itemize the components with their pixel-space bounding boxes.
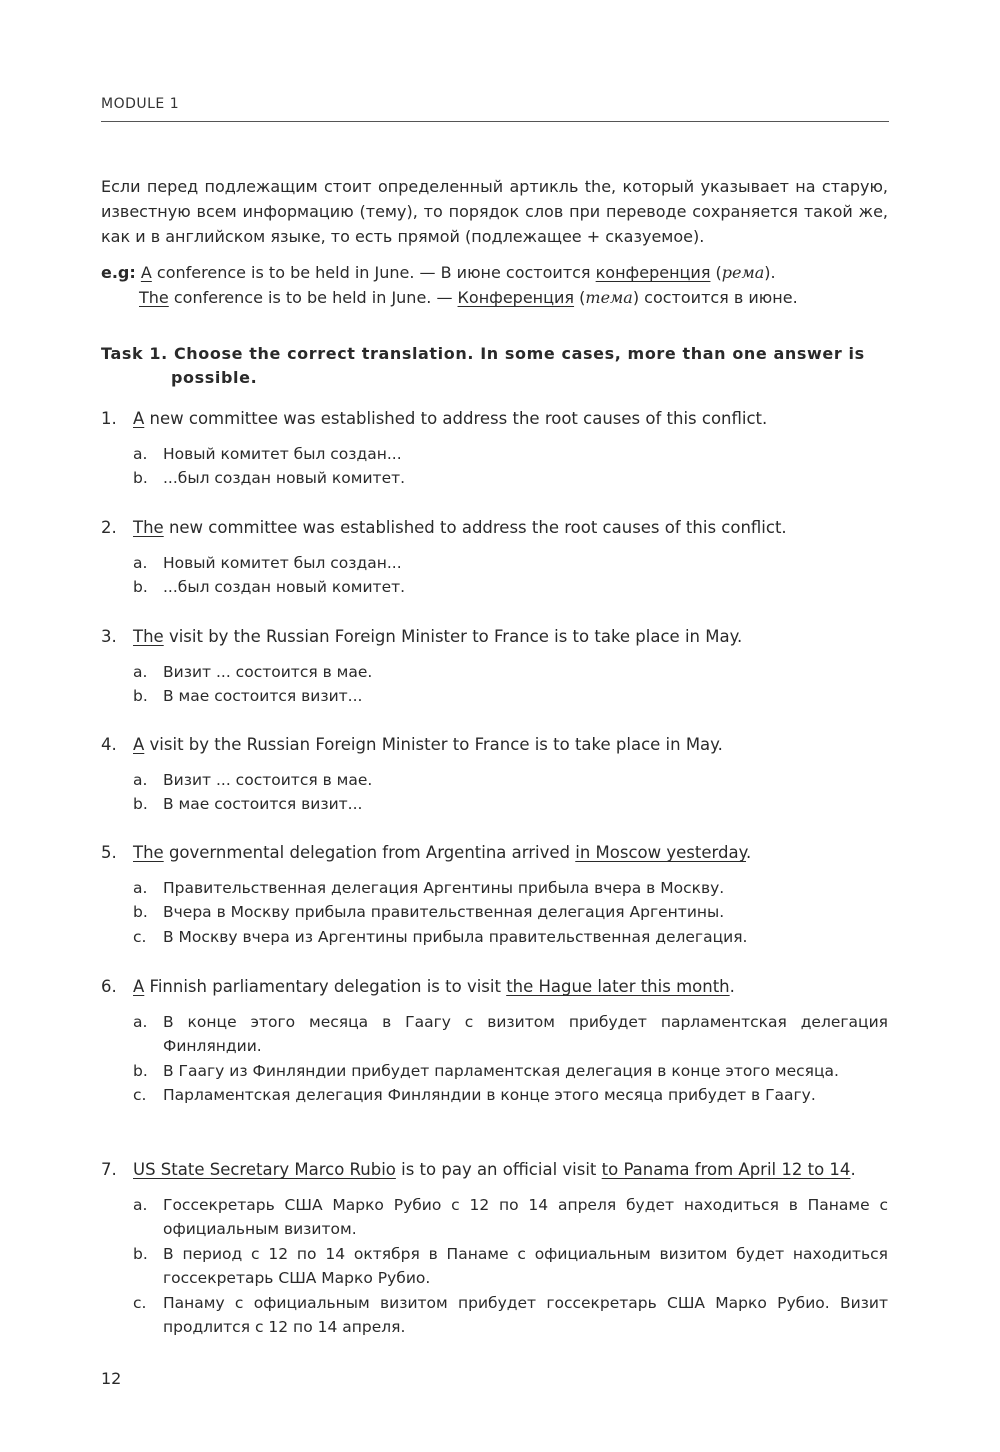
option-text: Панаму с официальным визитом прибудет госсекретарь США Марко Рубио. Визит продлится с 12 по 14 апреля. (163, 1293, 888, 1336)
question-stem (101, 841, 888, 866)
underlined-word: конференция (595, 263, 711, 282)
option-letter: a. (133, 878, 148, 897)
option-letter: b. (133, 1061, 148, 1080)
intro-paragraph: Если перед подлежащим стоит определенный артикль the, который указывает на старую, известную всем информацию (тему), то порядок слов при переводе сохраняется такой же, как и в английском языке, то есть прямой (подлежащее + сказуемое). (101, 177, 888, 246)
question-stem (101, 516, 888, 541)
note: рема (721, 263, 765, 282)
option-text: Парламентская делегация Финляндии в конце этого месяца прибудет в Гаагу. (163, 1086, 816, 1104)
option-letter: c. (133, 927, 147, 946)
option-letter: b. (133, 687, 148, 705)
question-stem (101, 625, 888, 650)
question-item (101, 733, 888, 817)
option-letter: b. (133, 903, 148, 921)
option-letter: a. (133, 662, 148, 681)
answer-option[interactable] (133, 660, 888, 685)
answer-option[interactable] (133, 466, 888, 491)
example-text: conference is to be held in June. — (168, 288, 458, 307)
answer-option[interactable] (133, 1059, 888, 1084)
question-stem (101, 1158, 888, 1183)
question-segment: The (133, 627, 164, 646)
option-text: Новый комитет был создан... (163, 553, 402, 572)
answer-option[interactable] (133, 1291, 888, 1340)
question-text (133, 975, 735, 1000)
option-letter: c. (133, 1086, 147, 1104)
underlined-word: Конференция (457, 288, 575, 307)
question-number: 1. (101, 409, 117, 428)
answer-option[interactable] (133, 792, 888, 817)
question-number: 3. (101, 627, 117, 646)
article: A (140, 263, 152, 282)
answer-option[interactable] (133, 1083, 888, 1108)
question-segment: visit by the Russian Foreign Minister to France is to take place in May. (144, 735, 723, 754)
option-text: В Гаагу из Финляндии прибудет парламентская делегация в конце этого месяца. (163, 1061, 839, 1080)
option-text: ...был создан новый комитет. (163, 578, 406, 596)
answer-option[interactable] (133, 575, 888, 600)
option-letter: b. (133, 795, 148, 813)
example-line-2: The conference is to be held in June. — Конференция (тема) состоится в июне. (139, 288, 798, 307)
question-segment: Finnish parliamentary delegation is to visit (144, 977, 507, 996)
question-segment: A (133, 977, 145, 996)
answer-option[interactable] (133, 768, 888, 793)
question-segment: . (850, 1160, 856, 1179)
question-segment: to Panama from April 12 to 14 (601, 1160, 851, 1179)
question-item (101, 407, 888, 491)
question-segment: . (729, 977, 735, 996)
question-number: 5. (101, 843, 117, 862)
option-letter: c. (133, 1293, 147, 1312)
question-segment: visit by the Russian Foreign Minister to France is to take place in May. (163, 627, 743, 646)
option-letter: a. (133, 770, 148, 789)
question-text (133, 516, 787, 541)
option-text: В период с 12 по 14 октября в Панаме с официальным визитом будет находиться госсекретарь США Марко Рубио. (163, 1244, 888, 1287)
task-heading (101, 342, 888, 390)
question-number: 6. (101, 977, 117, 996)
option-text: Визит ... состоится в мае. (163, 770, 373, 789)
option-text: Правительственная делегация Аргентины прибыла вчера в Москву. (163, 878, 725, 897)
question-segment: The (133, 843, 164, 862)
answer-option[interactable] (133, 684, 888, 709)
option-letter: b. (133, 469, 148, 487)
option-text: Госсекретарь США Марко Рубио с 12 по 14 апреля будет находиться в Панаме с официальным визитом. (163, 1195, 888, 1238)
question-item (101, 625, 888, 709)
question-stem (101, 733, 888, 758)
question-stem (101, 975, 888, 1000)
answer-option[interactable] (133, 551, 888, 576)
option-letter: a. (133, 553, 148, 572)
answer-option[interactable] (133, 442, 888, 467)
question-text (133, 733, 723, 758)
answer-option[interactable] (133, 925, 888, 950)
answer-option[interactable] (133, 1193, 888, 1242)
question-segment: is to pay an official visit (395, 1160, 602, 1179)
option-text: В мае состоится визит... (163, 687, 363, 705)
question-item (101, 1158, 888, 1340)
question-segment: US State Secretary Marco Rubio (133, 1160, 396, 1179)
task-title-cont: possible. (171, 368, 258, 387)
question-segment: the Hague later this month (506, 977, 730, 996)
example-text: conference is to be held in June. — В июне состоится (151, 263, 596, 282)
example-label: e.g: (101, 263, 136, 282)
question-stem (101, 407, 888, 432)
question-segment: The (133, 518, 164, 537)
running-header: MODULE 1 (101, 96, 180, 112)
option-text: В Москву вчера из Аргентины прибыла правительственная делегация. (163, 927, 748, 946)
example-line-1: e.g: A conference is to be held in June. — В июне состоится конференция (рема). (101, 263, 776, 282)
example-end: ) состоится в июне. (632, 288, 798, 307)
example-end: ). (764, 263, 776, 282)
option-text: Новый комитет был создан... (163, 444, 402, 463)
question-segment: new committee was established to address the root causes of this conflict. (163, 518, 787, 537)
question-text (133, 625, 742, 650)
question-segment: governmental delegation from Argentina arrived (163, 843, 576, 862)
answer-option[interactable] (133, 1010, 888, 1059)
option-letter: a. (133, 1195, 148, 1214)
question-segment: new committee was established to address the root causes of this conflict. (144, 409, 768, 428)
answer-option[interactable] (133, 900, 888, 925)
question-number: 2. (101, 518, 117, 537)
question-segment: A (133, 409, 145, 428)
question-item (101, 841, 888, 949)
answer-option[interactable] (133, 876, 888, 901)
option-text: В мае состоится визит... (163, 795, 363, 813)
option-text: ...был создан новый комитет. (163, 469, 406, 487)
question-item (101, 516, 888, 600)
question-segment: in Moscow yesterday (575, 843, 747, 862)
task-title: Task 1. Choose the correct translation. In some cases, more than one answer is (101, 344, 865, 363)
question-number: 4. (101, 735, 117, 754)
question-item (101, 975, 888, 1108)
article: The (139, 288, 169, 307)
option-text: Визит ... состоится в мае. (163, 662, 373, 681)
answer-option[interactable] (133, 1242, 888, 1291)
note: тема (585, 288, 633, 307)
question-text (133, 1158, 856, 1183)
option-letter: b. (133, 578, 148, 596)
option-letter: a. (133, 1012, 148, 1031)
question-text (133, 841, 751, 866)
question-segment: A (133, 735, 145, 754)
question-number: 7. (101, 1160, 117, 1179)
question-text (133, 407, 767, 432)
example-block (101, 260, 798, 310)
page-number: 12 (101, 1369, 122, 1388)
option-letter: b. (133, 1244, 148, 1263)
option-text: Вчера в Москву прибыла правительственная делегация Аргентины. (163, 903, 725, 921)
option-letter: a. (133, 444, 148, 463)
option-text: В конце этого месяца в Гаагу с визитом прибудет парламентская делегация Финляндии. (163, 1012, 888, 1055)
question-segment: . (746, 843, 752, 862)
header-rule (101, 121, 889, 122)
